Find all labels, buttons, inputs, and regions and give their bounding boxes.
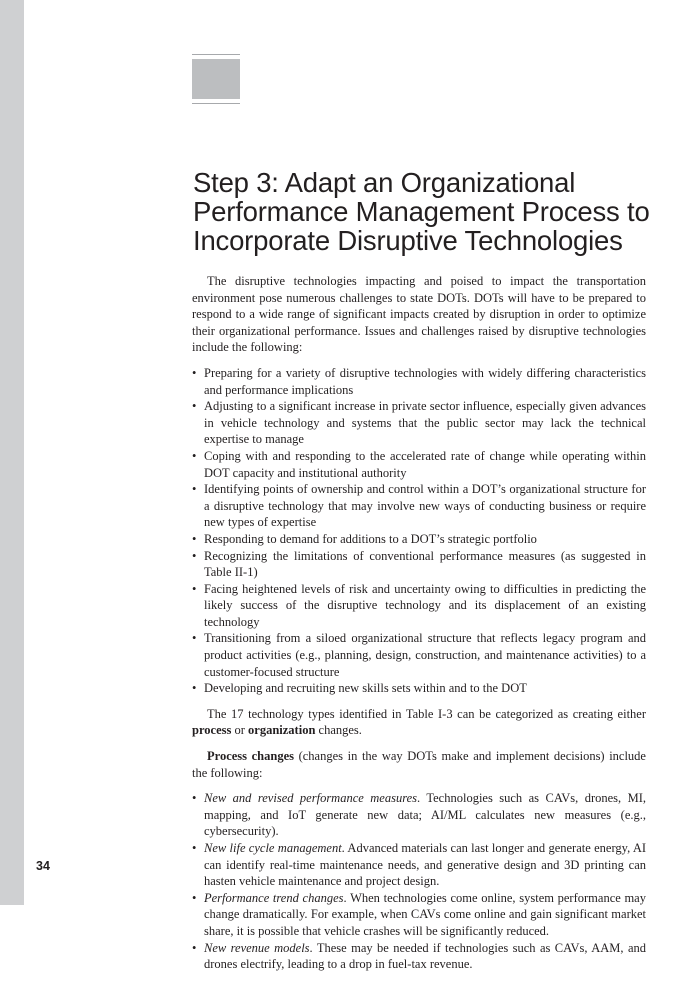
marker-rule-bottom [192, 103, 240, 104]
challenges-list [192, 365, 646, 697]
item-text: . These may be needed if technologies such as CAVs, AAM, and drones electrify, leading to a drop in fuel-tax revenue. [204, 940, 646, 972]
item-lead: Performance trend changes [204, 890, 344, 905]
title-line: Incorporate Disruptive Technologies [193, 225, 623, 256]
marker-rule-top [192, 54, 240, 55]
list-item [192, 940, 646, 973]
item-text: . When technologies come online, system performance may change dramatically. For example, when CAVs come online and gain significant market share, it is possible that vehicle crashes will be significantly reduced. [204, 890, 646, 938]
marker-box [192, 59, 240, 99]
side-margin-bar [0, 0, 24, 905]
list-item [192, 790, 646, 840]
list-item: • Coping with and responding to the accelerated rate of change while operating within DOT capacity and institutional authority [192, 448, 646, 481]
item-lead: New and revised performance measures [204, 791, 418, 806]
list-item: • Identifying points of ownership and control within a DOT’s organizational structure for a disruptive technology that may involve new ways of conducting business or require new types of expertise [192, 481, 646, 531]
title-line: Performance Management Process to [193, 196, 650, 227]
list-item: • Responding to demand for additions to a DOT’s strategic portfolio [192, 531, 646, 548]
process-intro-paragraph [192, 748, 646, 781]
chapter-marker [192, 54, 240, 104]
page-title [193, 168, 673, 255]
categorize-text: changes. [315, 723, 362, 738]
item-lead: New revenue models [204, 940, 310, 955]
title-line: Step 3: Adapt an Organizational [193, 167, 576, 198]
process-intro-text: (changes in the way DOTs make and implement decisions) include the following: [192, 749, 646, 780]
list-item [192, 890, 646, 940]
list-item: • Facing heightened levels of risk and uncertainty owing to difficulties in predicting the likely success of the disruptive technology and its displacement of an existing technology [192, 581, 646, 631]
list-item [192, 840, 646, 890]
item-lead: New life cycle management [204, 841, 342, 855]
body-text [192, 273, 646, 982]
process-changes-list [192, 790, 646, 973]
item-text: . Advanced materials can last longer and generate energy, AI can identify real-time maintenance needs, and generative design and 3D printing can hasten vehicle maintenance and project design. [204, 841, 647, 889]
list-item: • Preparing for a variety of disruptive technologies with widely differing characteristics and performance implications [192, 365, 646, 398]
list-item: • Developing and recruiting new skills sets within and to the DOT [192, 680, 646, 697]
page-number: 34 [36, 859, 50, 873]
categorize-paragraph [192, 706, 646, 739]
term-process: process [192, 723, 232, 738]
categorize-text: The 17 technology types identified in Table I-3 can be categorized as creating either [207, 706, 646, 721]
list-item: • Recognizing the limitations of conventional performance measures (as suggested in Table II-1) [192, 548, 646, 581]
intro-paragraph: The disruptive technologies impacting and poised to impact the transportation environment pose numerous challenges to state DOTs. DOTs will have to be prepared to respond to a wide range of significant impacts created by disruption in order to optimize their organizational performance. Issues and challenges raised by disruptive technologies include the following: [192, 274, 646, 355]
item-text: . Technologies such as CAVs, drones, MI, mapping, and IoT generate new data; AI/ML calculates new measures (e.g., cybersecurity). [204, 791, 646, 839]
list-item: • Adjusting to a significant increase in private sector influence, especially given advances in vehicle technology and systems that the public sector may lack the technical expertise to manage [192, 398, 646, 448]
categorize-text: or [231, 723, 249, 738]
term-process-changes: Process changes [207, 749, 294, 764]
list-item: • Transitioning from a siloed organizational structure that reflects legacy program and product activities (e.g., planning, design, construction, and maintenance activities) to a customer-focused structure [192, 630, 646, 680]
term-organization: organization [248, 723, 316, 738]
